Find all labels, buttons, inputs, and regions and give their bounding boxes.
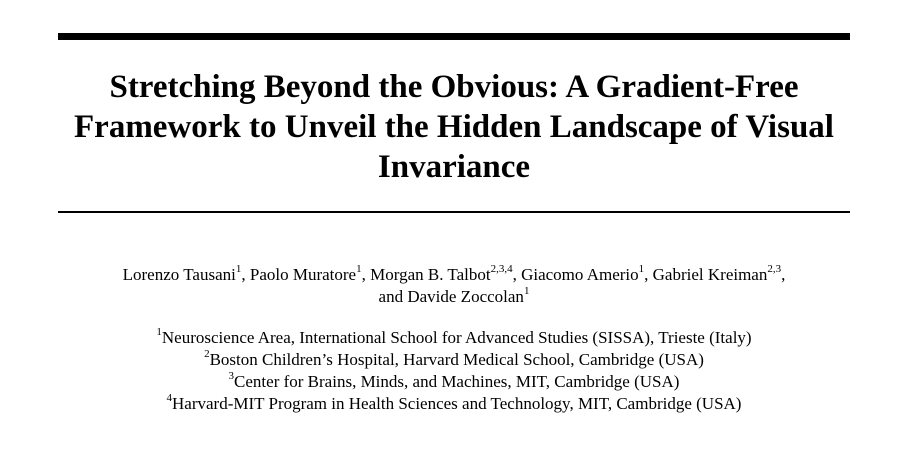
affiliation-item xyxy=(20,371,888,393)
author-affiliation-mark: 1 xyxy=(523,285,530,298)
title-bottom-rule xyxy=(58,211,850,213)
affiliation-text: Boston Children’s Hospital, Harvard Medical School, Cambridge (USA) xyxy=(209,350,704,369)
author-name: Paolo Muratore xyxy=(249,265,357,284)
author-line-2 xyxy=(20,286,888,308)
affiliation-text: Harvard-MIT Program in Health Sciences and Technology, MIT, Cambridge (USA) xyxy=(172,394,742,413)
affiliation-text: Neuroscience Area, International School for Advanced Studies (SISSA), Trieste (Italy) xyxy=(161,328,752,347)
author-line-1 xyxy=(20,264,888,286)
author-name: Lorenzo Tausani xyxy=(122,265,236,284)
affiliation-item xyxy=(20,349,888,371)
author-affiliation-mark: 1 xyxy=(235,263,242,276)
author-name: Giacomo Amerio xyxy=(521,265,639,284)
author-affiliation-mark: 2,3,4 xyxy=(490,263,513,276)
author-affiliation-mark: 1 xyxy=(356,263,362,276)
affiliation-number: 3 xyxy=(228,370,235,383)
author-name: and Davide Zoccolan xyxy=(378,287,524,306)
paper-title xyxy=(40,67,868,187)
author-separator: , xyxy=(644,265,653,284)
title-line-1: Stretching Beyond the Obvious: A Gradient-Free xyxy=(109,69,799,105)
author-separator: , xyxy=(241,265,250,284)
affiliation-number: 1 xyxy=(156,326,162,339)
author-separator: , xyxy=(781,265,786,284)
author-affiliation-mark: 1 xyxy=(638,263,645,276)
author-name: Morgan B. Talbot xyxy=(370,265,491,284)
author-list xyxy=(20,264,888,308)
title-line-3: Invariance xyxy=(377,149,531,185)
affiliation-number: 2 xyxy=(204,348,210,361)
title-top-rule xyxy=(58,33,850,40)
affiliation-item xyxy=(20,327,888,349)
author-separator: , xyxy=(512,265,522,284)
affiliation-item xyxy=(20,393,888,415)
author-affiliation-mark: 2,3 xyxy=(767,263,782,276)
affiliation-number: 4 xyxy=(166,392,173,405)
author-name: Gabriel Kreiman xyxy=(652,265,768,284)
author-separator: , xyxy=(361,265,371,284)
affiliation-list xyxy=(20,327,888,415)
affiliation-text: Center for Brains, Minds, and Machines, MIT, Cambridge (USA) xyxy=(234,372,680,391)
title-line-2: Framework to Unveil the Hidden Landscape of Visual xyxy=(74,109,834,145)
